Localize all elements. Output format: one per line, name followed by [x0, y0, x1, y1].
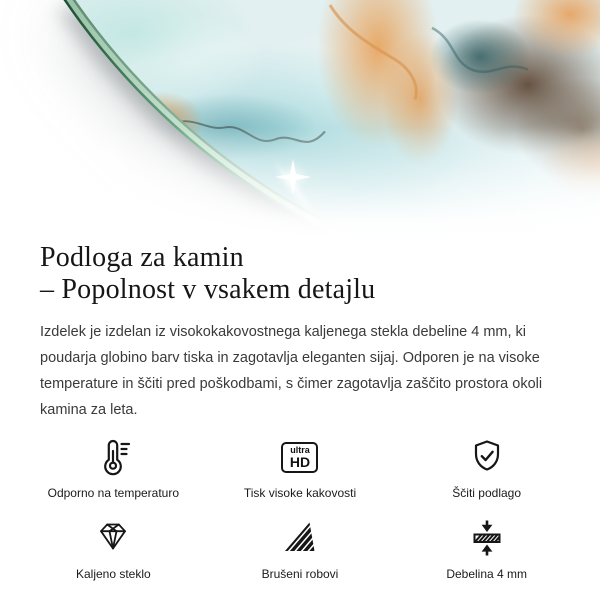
feature-label: Odporno na temperaturo: [47, 486, 180, 500]
page-title: [40, 242, 600, 306]
sparkle-icon: [275, 159, 311, 195]
ultra-hd-icon: [281, 435, 318, 479]
title-line-2: – Popolnost v vsakem detajlu: [40, 274, 376, 305]
feature-temperature: [20, 435, 207, 500]
uhd-text-top: ultra: [290, 444, 310, 455]
feature-protects: [393, 435, 580, 500]
features-grid: [20, 435, 580, 581]
feature-label: Brušeni robovi: [261, 567, 339, 581]
feature-tempered-glass: [20, 516, 207, 581]
feature-thickness: [393, 516, 580, 581]
feature-label: Tisk visoke kakovosti: [243, 486, 357, 500]
shield-check-icon: [467, 435, 507, 479]
feature-print-quality: [207, 435, 394, 500]
feature-label: Kaljeno steklo: [75, 567, 151, 581]
product-description: Izdelek je izdelan iz visokokakovostnega kaljenega stekla debeline 4 mm, ki poudarja globino barv tiska in zagotavlja eleganten sijaj. Odporen je na visoke temperature in ščiti pred poškodbami, s čimer zagotavlja zaščito prostora okoli kamina za leta.: [40, 324, 543, 418]
diamond-icon: [93, 516, 133, 560]
thickness-icon: [467, 516, 507, 560]
hero-image: [0, 0, 600, 236]
feature-label: Debelina 4 mm: [446, 567, 528, 581]
feature-label: Ščiti podlago: [452, 486, 522, 500]
feature-polished-edges: [207, 516, 394, 581]
uhd-text-bottom: HD: [289, 453, 311, 470]
title-line-1: Podloga za kamin: [40, 242, 244, 273]
thermometer-icon: [93, 435, 133, 479]
polished-edges-icon: [280, 516, 320, 560]
